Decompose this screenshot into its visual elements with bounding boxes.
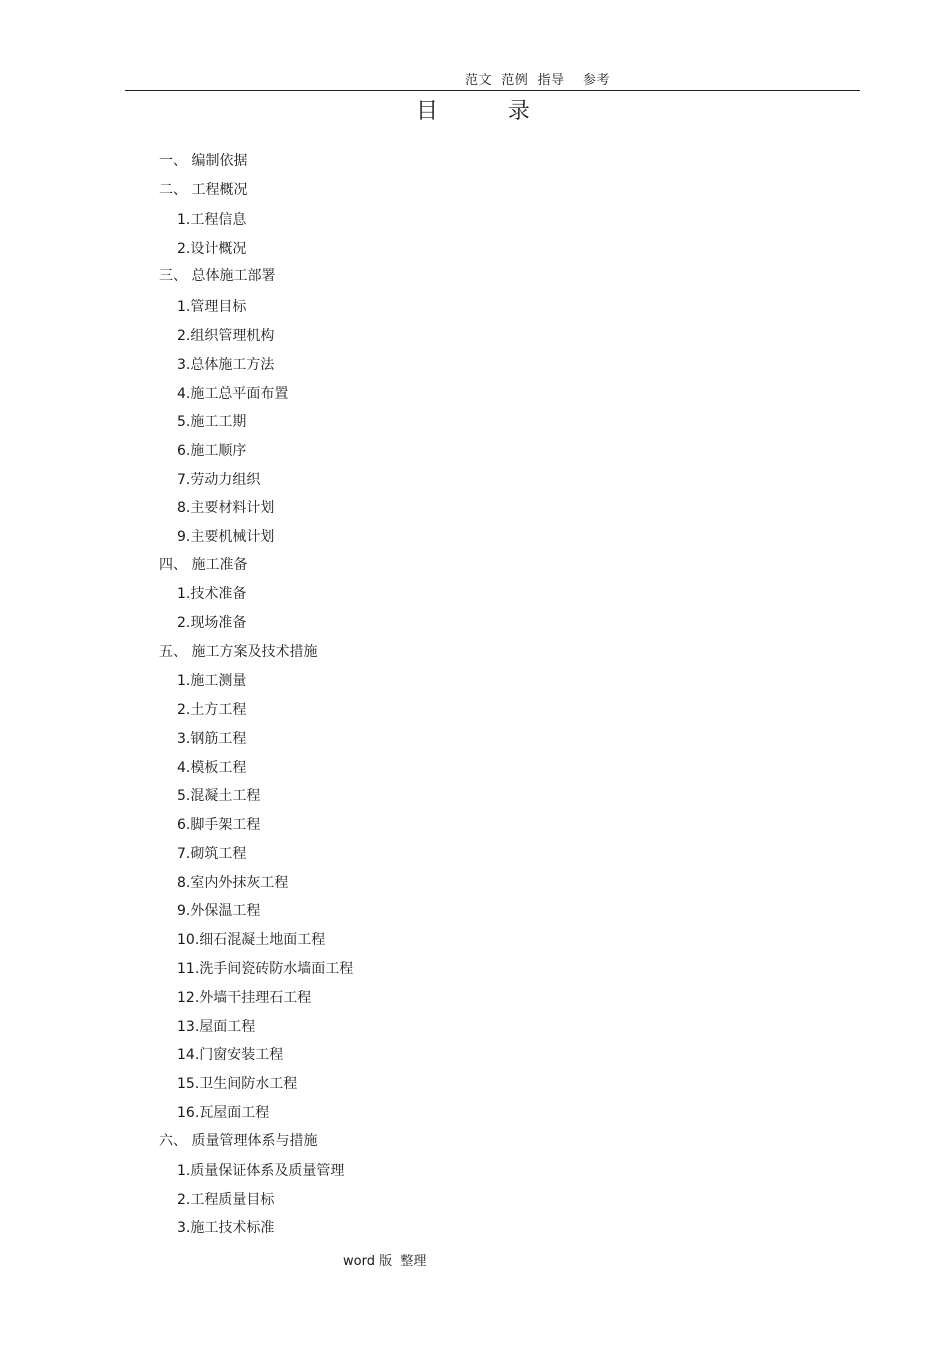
toc-subsection-item: 1.质量保证体系及质量管理	[177, 1163, 345, 1179]
toc-section-heading: 二、 工程概况	[159, 182, 248, 198]
toc-subsection-item: 2.设计概况	[177, 241, 247, 257]
toc-section-heading: 六、 质量管理体系与措施	[159, 1133, 318, 1149]
toc-subsection-item: 1.技术准备	[177, 586, 247, 602]
toc-subsection-item: 2.组织管理机构	[177, 328, 275, 344]
toc-subsection-item: 3.施工技术标准	[177, 1220, 275, 1236]
toc-subsection-item: 12.外墙干挂理石工程	[177, 990, 312, 1006]
toc-subsection-item: 13.屋面工程	[177, 1019, 256, 1035]
toc-subsection-item: 3.总体施工方法	[177, 357, 275, 373]
toc-subsection-item: 4.模板工程	[177, 760, 247, 776]
toc-subsection-item: 6.施工顺序	[177, 443, 247, 459]
toc-subsection-item: 15.卫生间防水工程	[177, 1076, 298, 1092]
toc-subsection-item: 6.脚手架工程	[177, 817, 261, 833]
toc-subsection-item: 5.混凝土工程	[177, 788, 261, 804]
toc-subsection-item: 9.主要机械计划	[177, 529, 275, 545]
page-header-text: 范文 范例 指导 参考	[465, 73, 611, 88]
toc-subsection-item: 1.工程信息	[177, 212, 247, 228]
page-title: 目 录	[416, 99, 530, 124]
toc-section-heading: 一、 编制依据	[159, 153, 248, 169]
toc-subsection-item: 2.土方工程	[177, 702, 247, 718]
toc-subsection-item: 9.外保温工程	[177, 903, 261, 919]
toc-subsection-item: 1.管理目标	[177, 299, 247, 315]
toc-subsection-item: 1.施工测量	[177, 673, 247, 689]
toc-subsection-item: 7.砌筑工程	[177, 846, 247, 862]
toc-subsection-item: 8.室内外抹灰工程	[177, 875, 289, 891]
toc-section-heading: 五、 施工方案及技术措施	[159, 644, 318, 660]
toc-subsection-item: 14.门窗安装工程	[177, 1047, 284, 1063]
toc-subsection-item: 4.施工总平面布置	[177, 386, 289, 402]
toc-section-heading: 三、 总体施工部署	[159, 268, 276, 284]
toc-subsection-item: 16.瓦屋面工程	[177, 1105, 270, 1121]
toc-subsection-item: 2.工程质量目标	[177, 1192, 275, 1208]
toc-section-heading: 四、 施工准备	[159, 557, 248, 573]
toc-subsection-item: 10.细石混凝土地面工程	[177, 932, 326, 948]
toc-subsection-item: 8.主要材料计划	[177, 500, 275, 516]
toc-subsection-item: 11.洗手间瓷砖防水墙面工程	[177, 961, 354, 977]
toc-subsection-item: 2.现场准备	[177, 615, 247, 631]
page-footer-text: word 版 整理	[343, 1254, 427, 1269]
toc-subsection-item: 7.劳动力组织	[177, 472, 261, 488]
toc-subsection-item: 3.钢筋工程	[177, 731, 247, 747]
toc-subsection-item: 5.施工工期	[177, 414, 247, 430]
header-divider	[125, 90, 860, 91]
